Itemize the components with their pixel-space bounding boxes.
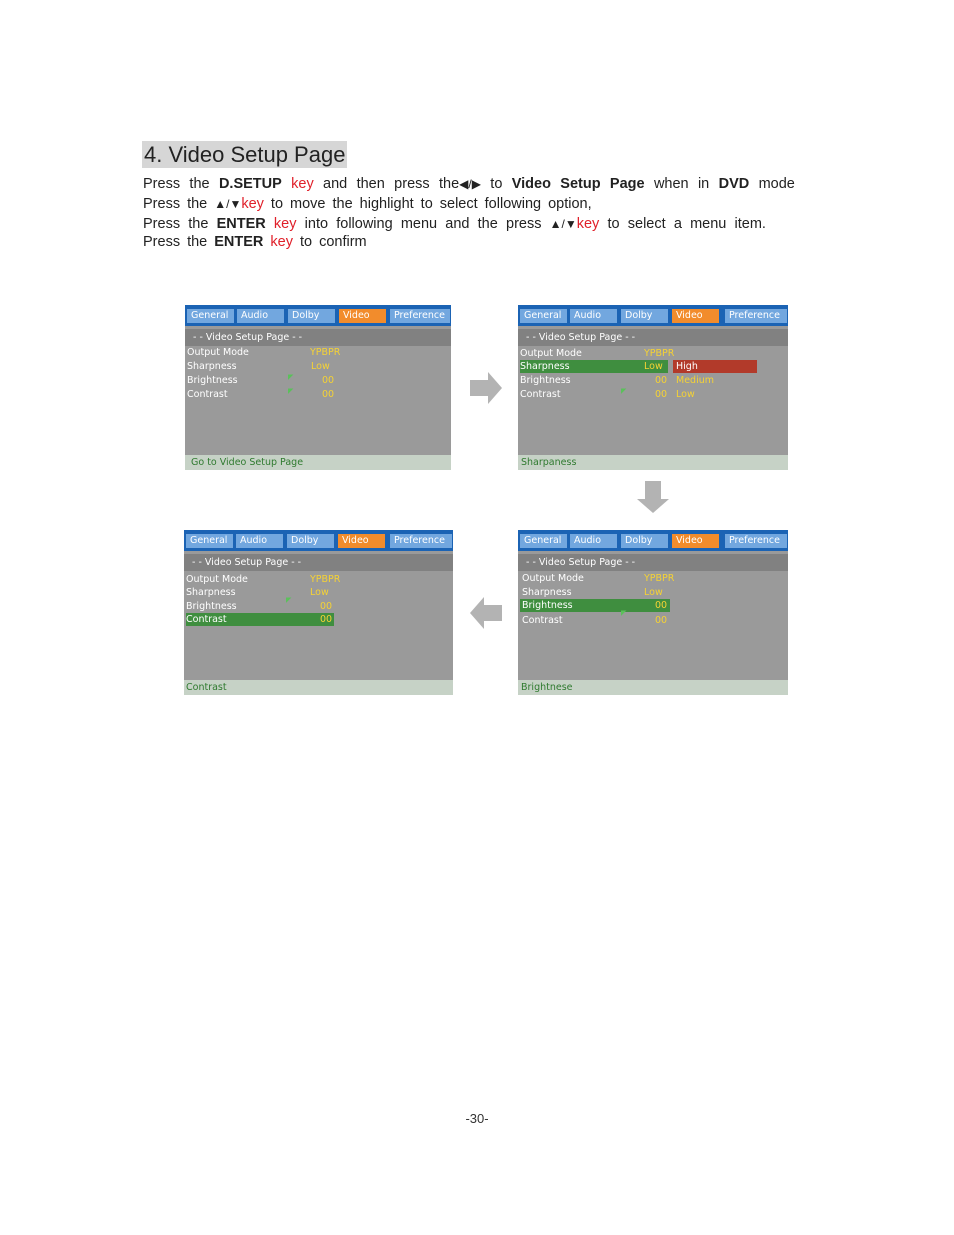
tab-preference[interactable]: Preference [725,309,787,323]
instruction-line-1 [143,175,795,193]
osd-screen-4 [184,530,453,695]
word: confirm [319,234,367,250]
item-output-mode[interactable]: Output Mode [186,574,248,585]
right-arrow-icon [470,372,502,404]
item-output-mode[interactable]: Output Mode [520,348,582,359]
sharpness-value: Low [644,361,663,372]
tab-preference[interactable]: Preference [390,309,450,323]
item-brightness[interactable]: Brightness [187,375,238,386]
key-word: key [270,234,293,250]
item-contrast[interactable]: Contrast [187,389,228,400]
item-sharpness[interactable]: Sharpness [186,587,236,598]
menu-header: - - Video Setup Page - - [518,554,788,571]
tick-icon: ◤ [286,596,292,604]
left-arrow-icon [470,597,502,629]
word: to [607,216,620,232]
tab-preference[interactable]: Preference [725,534,787,548]
tab-dolby[interactable]: Dolby [288,309,335,323]
menu-header: - - Video Setup Page - - [184,554,453,571]
tab-general[interactable]: General [187,309,234,323]
item-sharpness[interactable]: Sharpness [187,361,237,372]
left-right-arrow-icon: ◀/▶ [459,177,481,191]
tab-audio[interactable]: Audio [570,309,617,323]
option-medium[interactable]: Medium [676,375,714,386]
key-word: key [273,216,297,232]
output-mode-value: YPBPR [644,573,675,584]
osd-screen-2 [518,305,788,470]
word: to [420,196,433,212]
instruction-line-4 [143,233,795,251]
osd-tab-bar [185,305,451,326]
down-arrow-icon [637,481,669,513]
key-word: key [241,196,264,212]
tab-audio[interactable]: Audio [570,534,617,548]
brightness-value: 00 [322,375,335,386]
tab-video[interactable]: Video [672,309,719,323]
output-mode-value: YPBPR [310,574,341,585]
word: in [697,176,710,192]
sharpness-value: Low [311,361,330,372]
word: following [484,196,542,212]
word: to [490,176,503,192]
tab-audio[interactable]: Audio [237,309,284,323]
item-contrast[interactable]: Contrast [522,615,563,626]
output-mode-value: YPBPR [644,348,675,359]
word: item. [734,216,766,232]
item-brightness[interactable]: Brightness [520,375,571,386]
item-brightness[interactable]: Brightness [520,599,670,612]
osd-tab-bar [184,530,453,551]
word: the [187,234,208,250]
word: Press [143,216,181,232]
osd-screen-1 [185,305,451,470]
word: and [323,176,348,192]
brightness-value: 00 [320,601,333,612]
tab-general[interactable]: General [520,309,567,323]
word: Press [143,176,181,192]
word: the [477,216,498,232]
page-number: -30- [465,1111,489,1126]
word: a [673,216,682,232]
bold-word: DVD [718,176,750,192]
word: Press [143,234,181,250]
dsetup-key-name: D.SETUP [218,176,282,192]
option-high[interactable]: High [673,360,757,373]
tab-preference[interactable]: Preference [390,534,452,548]
osd-tab-bar [518,305,788,326]
item-sharpness[interactable]: Sharpness [522,587,572,598]
word: press [394,176,430,192]
menu-header: - - Video Setup Page - - [185,329,451,346]
word: the [187,196,208,212]
output-mode-value: YPBPR [310,347,341,358]
key-word: key [291,176,314,192]
tab-video[interactable]: Video [339,309,386,323]
word: then [356,176,385,192]
word: select [627,216,666,232]
contrast-value: 00 [655,615,668,626]
tab-general[interactable]: General [186,534,233,548]
word: highlight [359,196,414,212]
up-down-arrow-icon: ▲/▼ [214,197,242,211]
word: to [299,234,313,250]
tick-icon: ◤ [621,609,627,617]
word: the [189,176,210,192]
word: press [506,216,542,232]
brightness-value: 00 [655,600,668,611]
item-output-mode[interactable]: Output Mode [522,573,584,584]
word: when [653,176,689,192]
enter-key-name: ENTER [216,216,266,232]
help-footer: Contrast [184,680,453,695]
brightness-value: 00 [655,375,668,386]
tick-icon: ◤ [621,387,627,395]
word: option, [548,196,592,212]
menu-header: - - Video Setup Page - - [518,329,788,346]
tab-video[interactable]: Video [672,534,719,548]
key-word: key [576,216,600,232]
word: menu [400,216,438,232]
contrast-value: 00 [655,389,668,400]
word: into [304,216,329,232]
tick-icon: ◤ [288,373,294,381]
tab-dolby[interactable]: Dolby [621,534,668,548]
item-contrast[interactable]: Contrast [186,613,334,626]
word: the [332,196,353,212]
tab-dolby[interactable]: Dolby [621,309,668,323]
tick-icon: ◤ [288,387,294,395]
tab-video[interactable]: Video [338,534,385,548]
help-footer: Go to Video Setup Page [185,455,451,470]
bold-word: Setup [560,176,601,192]
contrast-value: 00 [320,614,333,625]
instruction-line-2 [143,195,795,213]
up-down-arrow-icon: ▲/▼ [549,217,577,231]
item-brightness[interactable]: Brightness [186,601,237,612]
enter-key-name: ENTER [214,234,264,250]
word: to [270,196,284,212]
osd-tab-bar [518,530,788,551]
word: move [290,196,326,212]
instruction-line-3 [143,215,766,233]
bold-word: Video [511,176,551,192]
tab-audio[interactable]: Audio [236,534,283,548]
word: and [445,216,470,232]
bold-word: Page [609,176,645,192]
word: Press [143,196,181,212]
item-output-mode[interactable]: Output Mode [187,347,249,358]
item-sharpness[interactable]: Sharpness [520,360,668,373]
tab-general[interactable]: General [520,534,567,548]
word: the [438,176,460,192]
contrast-value: 00 [322,389,335,400]
help-footer: Sharpaness [518,455,788,470]
sharpness-value: Low [310,587,329,598]
help-footer: Brightnese [518,680,788,695]
word: the [188,216,209,232]
word: following [336,216,393,232]
option-low[interactable]: Low [676,389,695,400]
word: select [439,196,478,212]
word: mode [758,176,795,192]
section-heading: 4. Video Setup Page [144,142,346,167]
item-contrast[interactable]: Contrast [520,389,561,400]
tab-dolby[interactable]: Dolby [287,534,334,548]
osd-screen-3 [518,530,788,695]
word: menu [690,216,727,232]
sharpness-value: Low [644,587,663,598]
